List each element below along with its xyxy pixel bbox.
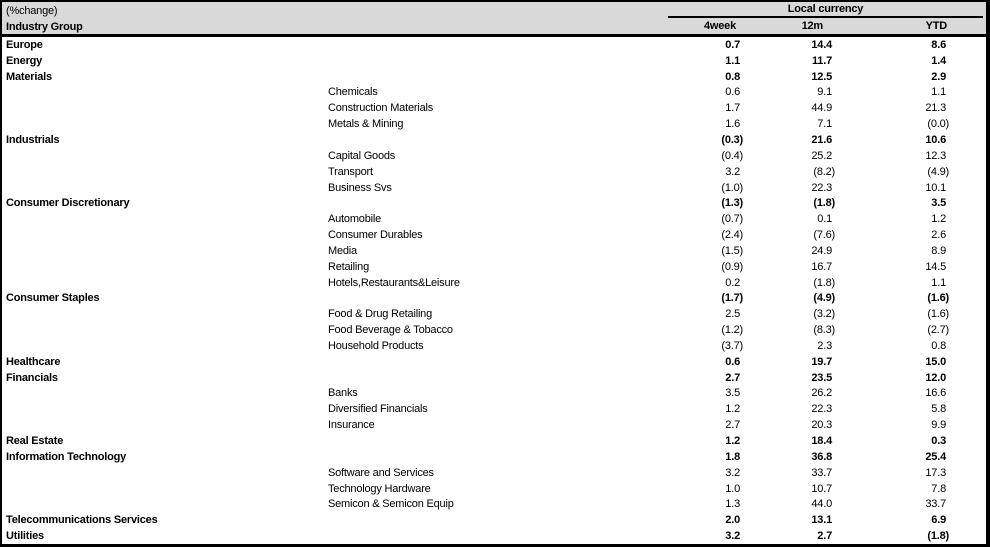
value-cell-4week: 1.0 <box>725 482 740 495</box>
table-row <box>2 386 986 402</box>
table-row <box>2 180 986 196</box>
value-cell-ytd: 16.6 <box>925 387 946 400</box>
table-body <box>2 37 986 544</box>
value-cell-4week: (0.7) <box>721 213 743 226</box>
value-cell-12m: 23.5 <box>811 371 832 384</box>
column-header-4week: 4week <box>703 20 736 32</box>
industry-label: Materials <box>6 70 52 83</box>
value-cell-12m: 24.9 <box>811 244 832 257</box>
industry-label: Hotels,Restaurants&Leisure <box>328 276 460 289</box>
industry-label: Retailing <box>328 260 370 273</box>
table-row <box>2 100 986 116</box>
value-cell-12m: 19.7 <box>811 355 832 368</box>
table-row <box>2 211 986 227</box>
table-row <box>2 370 986 386</box>
value-cell-12m: (3.2) <box>813 308 835 321</box>
industry-label: Metals & Mining <box>328 118 404 131</box>
value-cell-4week: 0.6 <box>725 86 740 99</box>
table-row <box>2 354 986 370</box>
table-row <box>2 37 986 53</box>
table-row <box>2 116 986 132</box>
industry-label: Business Svs <box>328 181 392 194</box>
table-row <box>2 465 986 481</box>
value-cell-ytd: (0.0) <box>927 118 949 131</box>
value-cell-4week: (1.3) <box>721 197 743 210</box>
value-cell-4week: 2.5 <box>725 308 740 321</box>
value-cell-ytd: 0.3 <box>931 435 946 448</box>
table-row <box>2 164 986 180</box>
value-cell-ytd: (1.6) <box>927 292 949 305</box>
value-cell-12m: 44.0 <box>811 498 832 511</box>
value-cell-4week: 3.5 <box>725 387 740 400</box>
industry-label: Household Products <box>328 339 424 352</box>
value-cell-12m: 2.3 <box>817 339 832 352</box>
value-cell-4week: 1.7 <box>725 102 740 115</box>
value-cell-4week: 1.2 <box>725 403 740 416</box>
industry-label: Utilities <box>6 530 44 543</box>
value-cell-ytd: 15.0 <box>925 355 946 368</box>
value-cell-ytd: 14.5 <box>925 260 946 273</box>
industry-label: Insurance <box>328 419 375 432</box>
value-cell-ytd: 7.8 <box>931 482 946 495</box>
value-cell-4week: 2.0 <box>725 514 740 527</box>
value-cell-12m: 16.7 <box>811 260 832 273</box>
value-cell-12m: 26.2 <box>811 387 832 400</box>
value-cell-12m: 33.7 <box>811 466 832 479</box>
value-cell-4week: (1.0) <box>721 181 743 194</box>
value-cell-12m: 21.6 <box>811 133 832 146</box>
value-cell-ytd: 1.1 <box>931 86 946 99</box>
value-cell-ytd: 10.1 <box>925 181 946 194</box>
table-row <box>2 148 986 164</box>
currency-group-header: Local currency <box>668 3 983 18</box>
value-cell-4week: 1.6 <box>725 118 740 131</box>
industry-label: Financials <box>6 371 58 384</box>
value-cell-ytd: 33.7 <box>925 498 946 511</box>
value-cell-ytd: 8.6 <box>931 38 946 51</box>
industry-label: Healthcare <box>6 355 61 368</box>
column-header-12m: 12m <box>801 20 823 32</box>
value-cell-ytd: 10.6 <box>925 133 946 146</box>
value-cell-4week: 3.2 <box>725 466 740 479</box>
table-row <box>2 195 986 211</box>
value-cell-12m: 36.8 <box>811 450 832 463</box>
industry-label: Consumer Staples <box>6 292 100 305</box>
industry-label: Real Estate <box>6 435 64 448</box>
value-cell-ytd: 25.4 <box>925 450 946 463</box>
industry-label: Industrials <box>6 133 60 146</box>
table-row <box>2 401 986 417</box>
value-cell-ytd: (1.6) <box>927 308 949 321</box>
value-cell-12m: 13.1 <box>811 514 832 527</box>
value-cell-ytd: 5.8 <box>931 403 946 416</box>
table-row <box>2 291 986 307</box>
industry-label: Chemicals <box>328 86 378 99</box>
value-cell-12m: (4.9) <box>813 292 835 305</box>
value-cell-12m: (1.8) <box>813 276 835 289</box>
table-row <box>2 417 986 433</box>
table-row <box>2 528 986 544</box>
table-row <box>2 227 986 243</box>
industry-label: Food Beverage & Tobacco <box>328 324 453 337</box>
value-cell-4week: 0.2 <box>725 276 740 289</box>
value-cell-12m: 7.1 <box>817 118 832 131</box>
value-cell-ytd: 2.9 <box>931 70 946 83</box>
table-row <box>2 512 986 528</box>
industry-label: Technology Hardware <box>328 482 431 495</box>
value-cell-4week: (0.4) <box>721 149 743 162</box>
value-cell-ytd: 12.0 <box>925 371 946 384</box>
value-cell-12m: 14.4 <box>811 38 832 51</box>
value-cell-4week: 0.8 <box>725 70 740 83</box>
value-cell-12m: 2.7 <box>817 530 832 543</box>
value-cell-ytd: (4.9) <box>927 165 949 178</box>
value-cell-12m: 22.3 <box>811 403 832 416</box>
value-cell-ytd: 17.3 <box>925 466 946 479</box>
industry-label: Consumer Discretionary <box>6 197 130 210</box>
table-row <box>2 132 986 148</box>
table-row <box>2 322 986 338</box>
value-cell-4week: 2.7 <box>725 371 740 384</box>
industry-label: Europe <box>6 38 43 51</box>
table-row <box>2 53 986 69</box>
value-cell-4week: (0.9) <box>721 260 743 273</box>
table-row <box>2 85 986 101</box>
value-cell-ytd: 21.3 <box>925 102 946 115</box>
value-cell-ytd: 0.8 <box>931 339 946 352</box>
industry-label: Consumer Durables <box>328 229 423 242</box>
change-label: (%change) <box>6 5 58 17</box>
header-row-columns <box>2 18 986 34</box>
industry-label: Automobile <box>328 213 382 226</box>
value-cell-4week: 1.2 <box>725 435 740 448</box>
value-cell-4week: 3.2 <box>725 530 740 543</box>
value-cell-4week: (0.3) <box>721 133 743 146</box>
industry-label: Media <box>328 244 357 257</box>
value-cell-4week: 1.1 <box>725 54 740 67</box>
value-cell-12m: 12.5 <box>811 70 832 83</box>
industry-group-header: Industry Group <box>6 21 83 33</box>
industry-label: Semicon & Semicon Equip <box>328 498 454 511</box>
value-cell-ytd: 9.9 <box>931 419 946 432</box>
value-cell-ytd: (2.7) <box>927 324 949 337</box>
value-cell-4week: (1.7) <box>721 292 743 305</box>
value-cell-4week: (1.5) <box>721 244 743 257</box>
table-row <box>2 338 986 354</box>
value-cell-12m: (8.2) <box>813 165 835 178</box>
value-cell-4week: 1.3 <box>725 498 740 511</box>
value-cell-4week: 3.2 <box>725 165 740 178</box>
value-cell-12m: 18.4 <box>811 435 832 448</box>
column-header-ytd: YTD <box>925 20 947 32</box>
table-row <box>2 449 986 465</box>
industry-label: Transport <box>328 165 373 178</box>
industry-label: Energy <box>6 54 43 67</box>
value-cell-12m: 22.3 <box>811 181 832 194</box>
value-cell-12m: 9.1 <box>817 86 832 99</box>
value-cell-ytd: 3.5 <box>931 197 946 210</box>
industry-label: Construction Materials <box>328 102 434 115</box>
value-cell-ytd: 1.4 <box>931 54 946 67</box>
value-cell-12m: (8.3) <box>813 324 835 337</box>
industry-label: Software and Services <box>328 466 434 479</box>
value-cell-ytd: 8.9 <box>931 244 946 257</box>
value-cell-4week: 1.8 <box>725 450 740 463</box>
value-cell-12m: 25.2 <box>811 149 832 162</box>
table-row <box>2 259 986 275</box>
value-cell-4week: 0.7 <box>725 38 740 51</box>
table-row <box>2 481 986 497</box>
value-cell-4week: 0.6 <box>725 355 740 368</box>
value-cell-12m: 20.3 <box>811 419 832 432</box>
table-row <box>2 433 986 449</box>
header-row-top <box>2 2 986 18</box>
value-cell-12m: 0.1 <box>817 213 832 226</box>
value-cell-ytd: 2.6 <box>931 229 946 242</box>
table-row <box>2 243 986 259</box>
value-cell-4week: 2.7 <box>725 419 740 432</box>
value-cell-ytd: 1.2 <box>931 213 946 226</box>
value-cell-12m: 44.9 <box>811 102 832 115</box>
industry-label: Information Technology <box>6 450 127 463</box>
industry-label: Food & Drug Retailing <box>328 308 433 321</box>
value-cell-12m: (7.6) <box>813 229 835 242</box>
value-cell-4week: (1.2) <box>721 324 743 337</box>
value-cell-ytd: (1.8) <box>927 530 949 543</box>
value-cell-ytd: 6.9 <box>931 514 946 527</box>
value-cell-ytd: 1.1 <box>931 276 946 289</box>
table-row <box>2 69 986 85</box>
value-cell-ytd: 12.3 <box>925 149 946 162</box>
table-row <box>2 496 986 512</box>
industry-label: Banks <box>328 387 358 400</box>
table-row <box>2 306 986 322</box>
industry-label: Capital Goods <box>328 149 396 162</box>
table-row <box>2 275 986 291</box>
table-header <box>2 2 986 37</box>
value-cell-12m: 10.7 <box>811 482 832 495</box>
value-cell-12m: (1.8) <box>813 197 835 210</box>
value-cell-4week: (2.4) <box>721 229 743 242</box>
value-cell-4week: (3.7) <box>721 339 743 352</box>
industry-label: Diversified Financials <box>328 403 428 416</box>
value-cell-12m: 11.7 <box>811 54 832 67</box>
industry-label: Telecommunications Services <box>6 514 158 527</box>
